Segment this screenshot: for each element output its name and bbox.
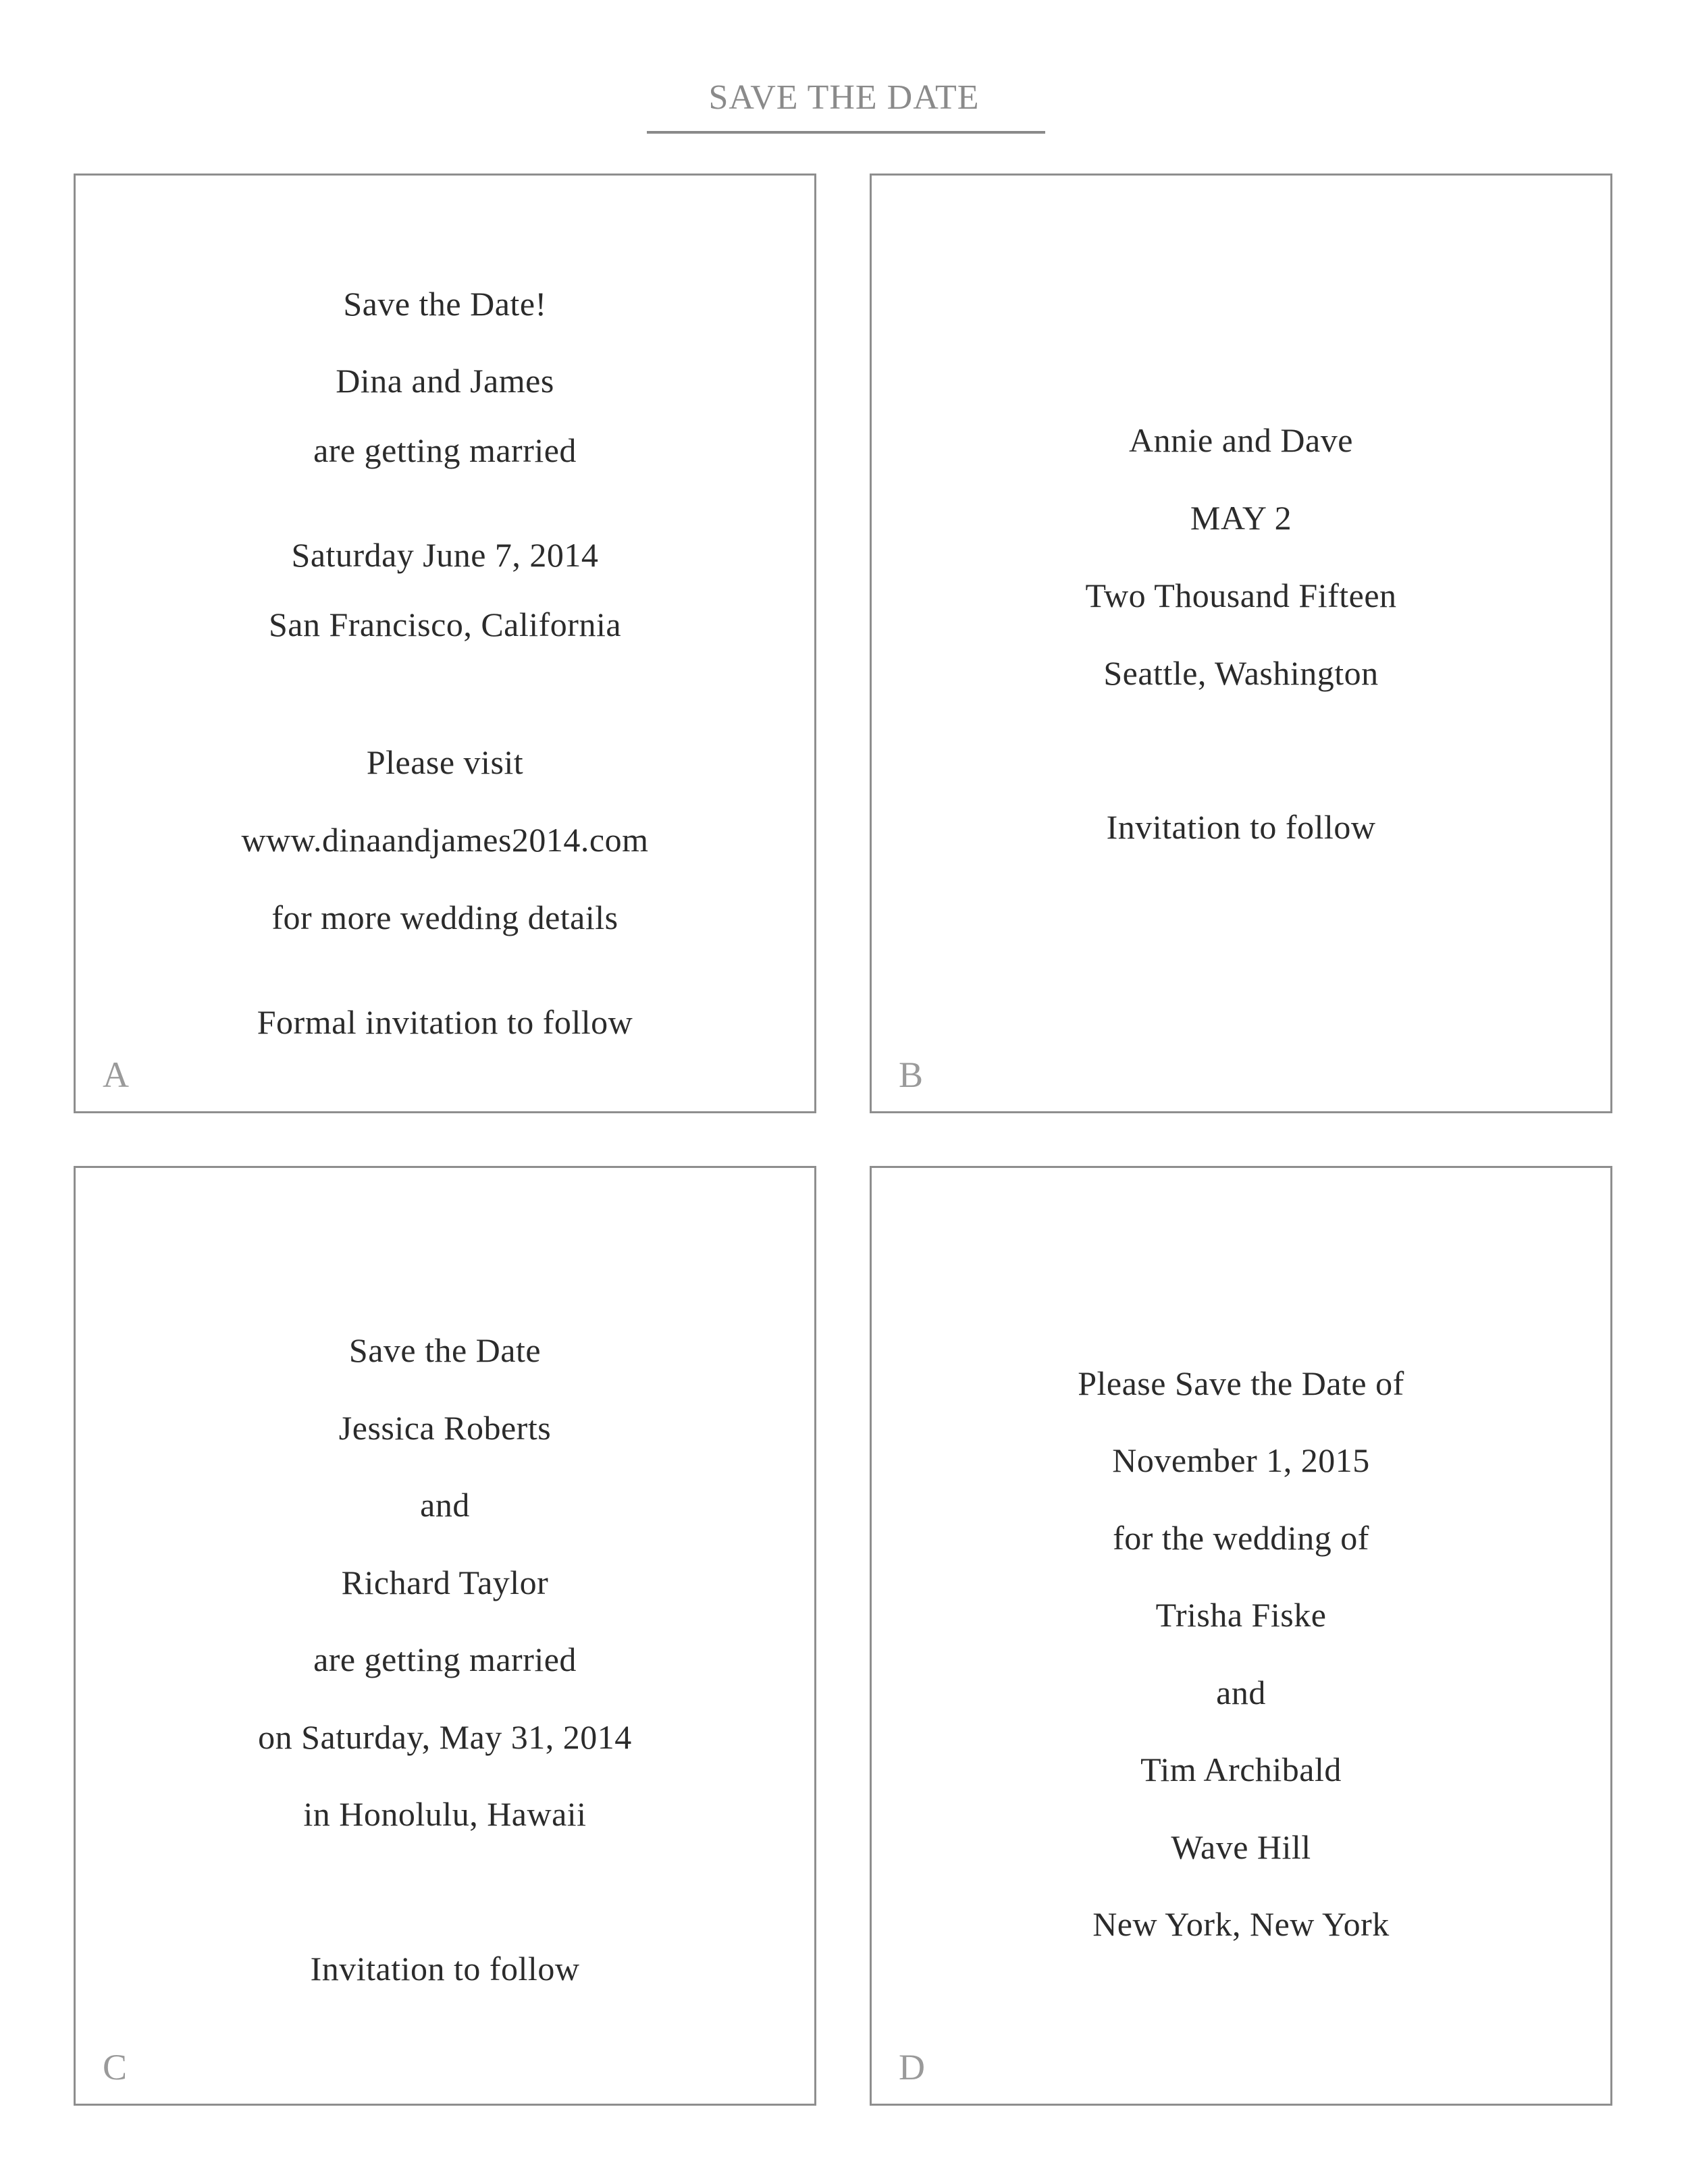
- card-line: for the wedding of: [1113, 1519, 1369, 1557]
- card-line: Saturday June 7, 2014: [291, 536, 599, 574]
- card-line: Tim Archibald: [1140, 1751, 1342, 1788]
- card-line: Jessica Roberts: [338, 1409, 552, 1447]
- card-line: Save the Date: [348, 1331, 542, 1369]
- card-line: San Francisco, California: [268, 606, 622, 643]
- card-line: Invitation to follow: [310, 1950, 580, 1988]
- card-line: are getting married: [313, 1641, 577, 1678]
- card-line: Seattle, Washington: [1103, 654, 1379, 692]
- card-line: November 1, 2015: [1112, 1441, 1370, 1479]
- card-line: and: [420, 1486, 470, 1524]
- title-underline: [647, 131, 1045, 134]
- page-title: SAVE THE DATE: [708, 78, 980, 117]
- card-letter: A: [103, 1055, 129, 1095]
- card-line: MAY 2: [1190, 499, 1292, 537]
- card-line: Please Save the Date of: [1078, 1364, 1404, 1402]
- card-c: [74, 1166, 816, 2106]
- card-line: New York, New York: [1092, 1905, 1390, 1943]
- card-line: Trisha Fiske: [1155, 1596, 1327, 1634]
- card-line: in Honolulu, Hawaii: [303, 1795, 587, 1833]
- card-line: Wave Hill: [1171, 1828, 1311, 1866]
- card-d: [870, 1166, 1612, 2106]
- card-line: Annie and Dave: [1129, 421, 1353, 459]
- card-line: and: [1216, 1674, 1266, 1711]
- card-line: on Saturday, May 31, 2014: [258, 1718, 632, 1756]
- card-line: Please visit: [366, 743, 524, 781]
- card-line: Formal invitation to follow: [257, 1003, 633, 1041]
- card-line: for more wedding details: [271, 899, 618, 936]
- card-line: Two Thousand Fifteen: [1085, 577, 1397, 614]
- card-line: Richard Taylor: [341, 1564, 549, 1601]
- card-line: Dina and James: [336, 362, 554, 400]
- card-line: Invitation to follow: [1106, 808, 1376, 846]
- card-line: are getting married: [313, 431, 577, 469]
- card-b: [870, 174, 1612, 1113]
- card-a: [74, 174, 816, 1113]
- card-letter: B: [899, 1055, 924, 1095]
- card-line: Save the Date!: [343, 285, 547, 323]
- card-letter: D: [899, 2047, 925, 2087]
- card-line: www.dinaandjames2014.com: [241, 821, 649, 859]
- card-letter: C: [103, 2047, 128, 2087]
